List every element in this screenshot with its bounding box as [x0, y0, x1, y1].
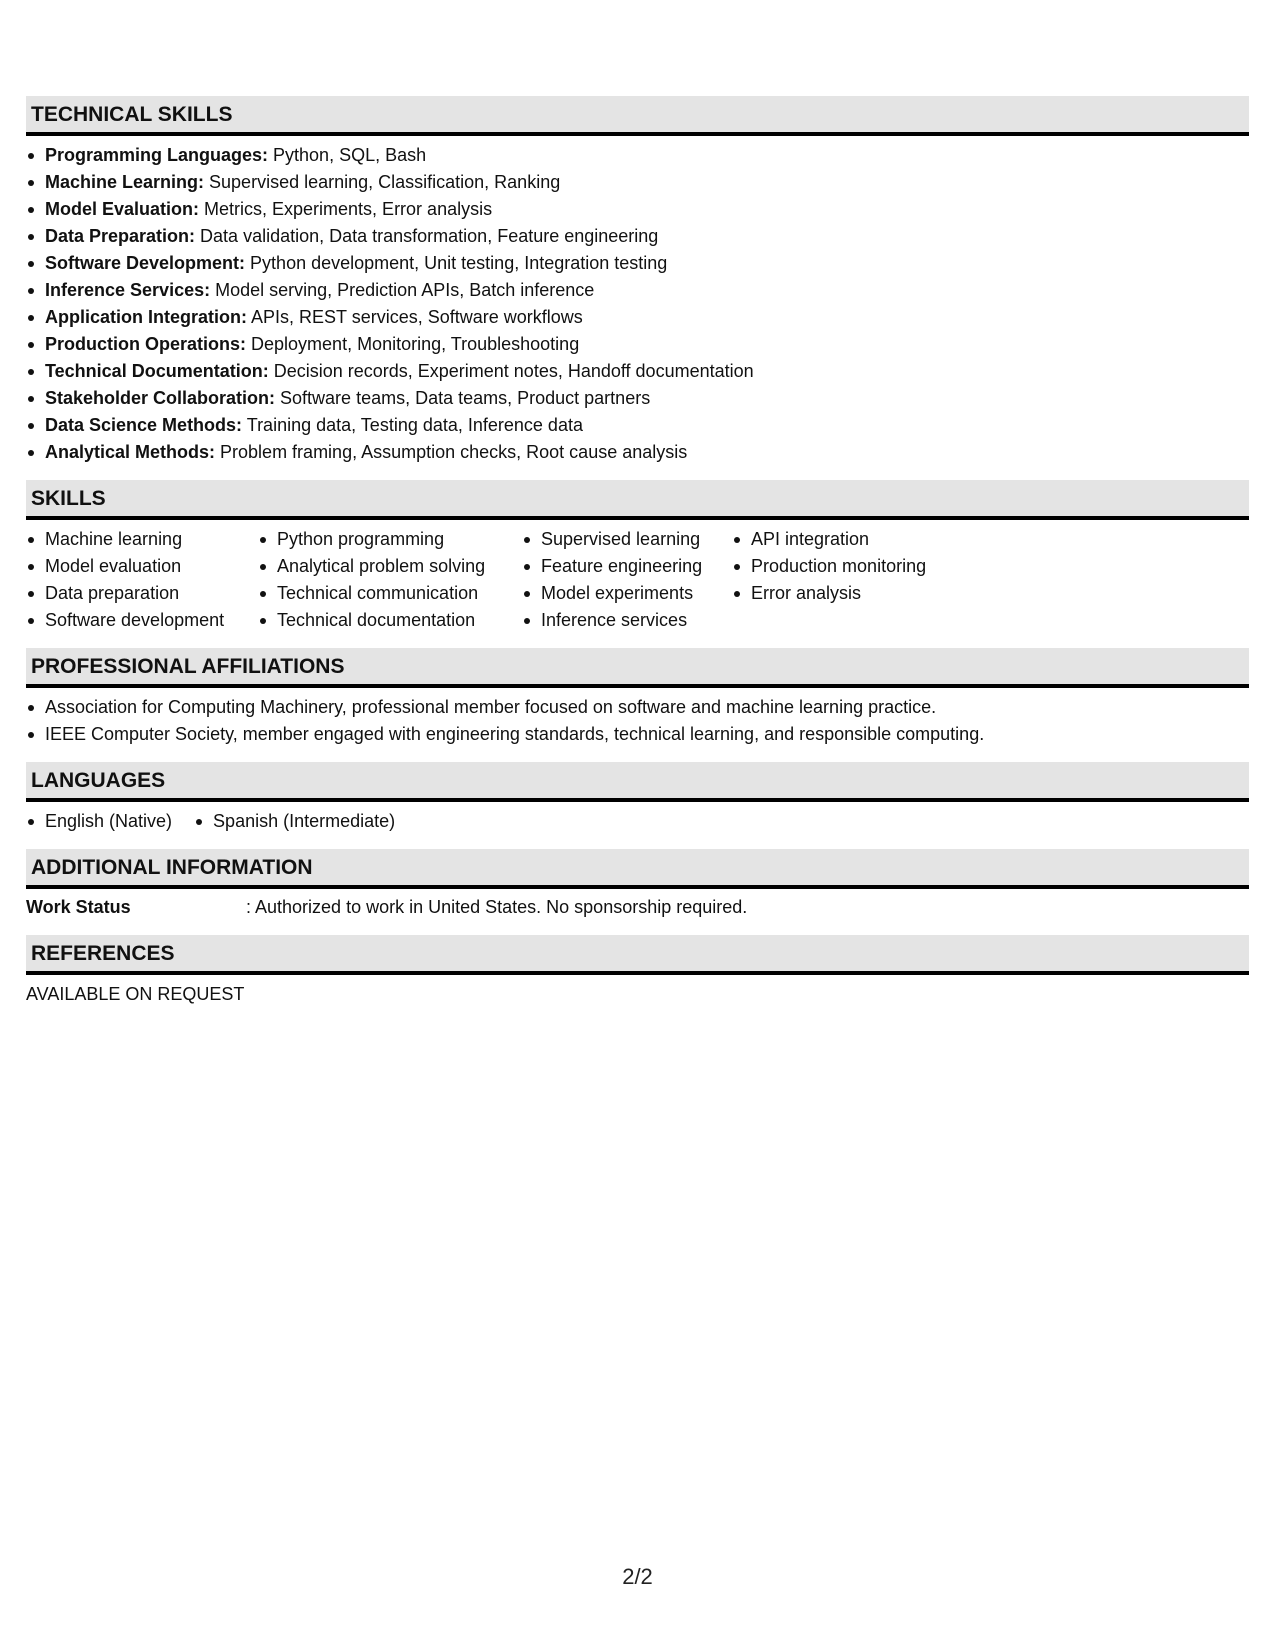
list-item — [26, 223, 1249, 250]
list-item — [26, 250, 1249, 277]
skill-category-label: Inference Services: — [45, 280, 211, 300]
skill-category-label: Programming Languages: — [45, 145, 269, 165]
list-item — [26, 169, 1249, 196]
affiliations-list — [26, 694, 1249, 748]
list-item: Model experiments — [522, 580, 732, 607]
affiliations-section — [26, 648, 1249, 748]
section-heading-additional-information: ADDITIONAL INFORMATION — [26, 849, 1249, 889]
list-item: Inference services — [522, 607, 732, 634]
list-item: English (Native) — [26, 808, 172, 835]
skill-category-label: Analytical Methods: — [45, 442, 216, 462]
section-heading-references: REFERENCES — [26, 935, 1249, 975]
list-item — [26, 358, 1249, 385]
list-item — [26, 196, 1249, 223]
skills-columns — [26, 526, 1249, 634]
skill-category-value: Model serving, Prediction APIs, Batch inference — [210, 280, 595, 300]
skill-category-value: Software teams, Data teams, Product partners — [275, 388, 651, 408]
skill-category-value: APIs, REST services, Software workflows — [247, 307, 583, 327]
work-status-label: Work Status — [26, 897, 131, 917]
skill-category-value: Supervised learning, Classification, Ranking — [204, 172, 561, 192]
skill-category-label: Machine Learning: — [45, 172, 205, 192]
list-item: Python programming — [258, 526, 522, 553]
skill-category-label: Software Development: — [45, 253, 246, 273]
list-item: Machine learning — [26, 526, 258, 553]
languages-list — [26, 808, 417, 835]
skill-category-label: Data Science Methods: — [45, 415, 243, 435]
list-item: Analytical problem solving — [258, 553, 522, 580]
skill-category-value: Deployment, Monitoring, Troubleshooting — [246, 334, 580, 354]
skills-column-4 — [732, 526, 972, 634]
list-item: Technical communication — [258, 580, 522, 607]
technical-skills-list — [26, 142, 1249, 466]
skill-category-label: Data Preparation: — [45, 226, 196, 246]
skill-category-value: Training data, Testing data, Inference data — [242, 415, 583, 435]
skill-category-value: Python, SQL, Bash — [268, 145, 427, 165]
skill-category-value: Metrics, Experiments, Error analysis — [199, 199, 493, 219]
list-item: API integration — [732, 526, 972, 553]
skill-category-value: Problem framing, Assumption checks, Root cause analysis — [215, 442, 688, 462]
skill-category-label: Application Integration: — [45, 307, 247, 327]
skills-column-2 — [258, 526, 522, 634]
list-item — [26, 385, 1249, 412]
list-item: Software development — [26, 607, 258, 634]
section-heading-affiliations: PROFESSIONAL AFFILIATIONS — [26, 648, 1249, 688]
list-item: Association for Computing Machinery, professional member focused on software and machine learning practice. — [26, 694, 1249, 721]
languages-row — [26, 808, 1249, 835]
languages-section — [26, 762, 1249, 835]
work-status-row — [26, 894, 1249, 921]
list-item: Data preparation — [26, 580, 258, 607]
list-item — [26, 412, 1249, 439]
skill-category-label: Stakeholder Collaboration: — [45, 388, 276, 408]
resume-page — [26, 96, 1249, 1022]
list-item: Error analysis — [732, 580, 972, 607]
section-heading-technical-skills: TECHNICAL SKILLS — [26, 96, 1249, 136]
list-item — [26, 304, 1249, 331]
list-item — [26, 142, 1249, 169]
list-item: IEEE Computer Society, member engaged with engineering standards, technical learning, and responsible computing. — [26, 721, 1249, 748]
skill-category-value: Decision records, Experiment notes, Handoff documentation — [268, 361, 754, 381]
list-item: Supervised learning — [522, 526, 732, 553]
page-number: 2/2 — [622, 1564, 653, 1589]
skill-category-label: Production Operations: — [45, 334, 247, 354]
work-status-value: : Authorized to work in United States. No sponsorship required. — [246, 897, 748, 917]
skills-section — [26, 480, 1249, 634]
list-item — [26, 331, 1249, 358]
list-item: Production monitoring — [732, 553, 972, 580]
list-item: Technical documentation — [258, 607, 522, 634]
additional-information-section — [26, 849, 1249, 921]
skill-category-label: Model Evaluation: — [45, 199, 200, 219]
skill-category-value: Python development, Unit testing, Integration testing — [245, 253, 668, 273]
skills-column-3 — [522, 526, 732, 634]
list-item: Spanish (Intermediate) — [194, 808, 395, 835]
list-item: Feature engineering — [522, 553, 732, 580]
skills-column-1 — [26, 526, 258, 634]
skill-category-value: Data validation, Data transformation, Feature engineering — [195, 226, 659, 246]
references-section — [26, 935, 1249, 1008]
list-item: Model evaluation — [26, 553, 258, 580]
list-item — [26, 439, 1249, 466]
technical-skills-section — [26, 96, 1249, 466]
section-heading-skills: SKILLS — [26, 480, 1249, 520]
list-item — [26, 277, 1249, 304]
section-heading-languages: LANGUAGES — [26, 762, 1249, 802]
skill-category-label: Technical Documentation: — [45, 361, 269, 381]
references-text: AVAILABLE ON REQUEST — [26, 984, 245, 1004]
